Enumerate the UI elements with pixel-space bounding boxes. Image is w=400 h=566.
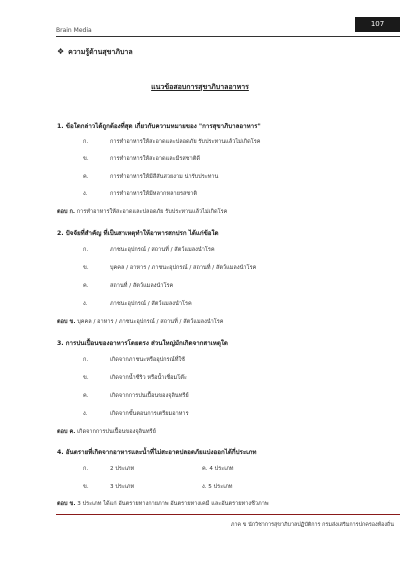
option-letter: ง. xyxy=(83,301,88,307)
option-text: การทำอาหารให้สะอาดและปลอดภัย รับประทานแล้วไม่เกิดโรค xyxy=(110,139,261,145)
answer-label: ตอบ ข. xyxy=(57,319,76,325)
answer-4 xyxy=(57,500,269,508)
answer-label: ตอบ ก. xyxy=(57,209,76,215)
option-text: เกิดจากการปนเปื้อนของจุลินทรีย์ xyxy=(110,393,189,399)
answer-text: บุคคล / อาหาร / ภาชนะอุปกรณ์ / สถานที่ / สัตว์แมลงนำโรค xyxy=(77,319,224,325)
option-letter: ก. xyxy=(83,466,89,472)
option-letter: ข. xyxy=(83,156,89,162)
header-brand: Brain Media xyxy=(56,27,92,34)
question-4: 4. อันตรายที่เกิดจากอาหารและน้ำที่ไม่สะอาดปลอดภัยแบ่งออกได้กี่ประเภท xyxy=(57,449,257,456)
question-2: 2. ปัจจัยที่สำคัญ ที่เป็นสาเหตุทำให้อาหารสกปรก ได้แก่ข้อใด xyxy=(57,230,219,237)
option-text: 5 ประเภท xyxy=(208,484,233,490)
question-1: 1. ข้อใดกล่าวได้ถูกต้องที่สุด เกี่ยวกับความหมายของ "การสุขาภิบาลอาหาร" xyxy=(57,123,261,130)
option-text: การทำอาหารให้มีหลากหลายรสชาติ xyxy=(110,191,197,197)
option-letter: ง. xyxy=(83,411,88,417)
option-text: เกิดจากน้ำซีริว หรือน้ำเชื่อมโต๊ะ xyxy=(110,375,187,381)
option-letter: ค. xyxy=(83,393,89,399)
option-text: สถานที่ / สัตว์แมลงนำโรค xyxy=(110,283,174,289)
option-letter: ค. xyxy=(83,283,89,289)
option-letter: ก. xyxy=(83,139,89,145)
option-4b-text: 3 ประเภท xyxy=(110,484,135,490)
answer-text: การทำอาหารให้สะอาดและปลอดภัย รับประทานแล้วไม่เกิดโรค xyxy=(76,209,228,215)
answer-text: เกิดจากการปนเปื้อนของจุลินทรีย์ xyxy=(77,429,156,435)
option-letter: ง. xyxy=(202,484,207,490)
question-3: 3. การปนเปื้อนของอาหารโดยตรง ส่วนใหญ่มักเกิดจากสาเหตุใด xyxy=(57,340,228,347)
document-title: แนวข้อสอบการสุขาภิบาลอาหาร xyxy=(151,83,249,91)
page-number-badge: 107 xyxy=(355,17,400,32)
option-4c xyxy=(202,465,234,473)
answer-text: 3 ประเภท ได้แก่ อันตรายทางกายภาพ อันตรายทางเคมี และอันตรายทางชีวภาพ xyxy=(77,501,269,507)
option-text: การทำอาหารให้สะอาดและมีรสชาติดี xyxy=(110,156,201,162)
footer-text: ภาค ข นักวิชาการสุขาภิบาลปฏิบัติการ กรมส่งเสริมการปกครองท้องถิ่น xyxy=(230,522,394,528)
option-4d xyxy=(202,483,232,491)
option-letter: ก. xyxy=(83,357,89,363)
option-4a xyxy=(83,465,88,473)
section-heading xyxy=(57,47,133,58)
section-title: ความรู้ด้านสุขาภิบาล xyxy=(68,48,133,56)
footer-divider xyxy=(56,514,400,515)
option-text: การทำอาหารให้มีสีสันสวยงาม น่ารับประทาน xyxy=(110,174,219,180)
option-text: เกิดจากภาชนะหรืออุปกรณ์ที่ใช้ xyxy=(110,357,185,363)
answer-2 xyxy=(57,318,224,326)
answer-label: ตอบ ข. xyxy=(57,501,76,507)
option-text: ภาชนะอุปกรณ์ / สถานที่ / สัตว์แมลงนำโรค xyxy=(110,247,215,253)
option-text: ภาชนะอุปกรณ์ / สัตว์แมลงนำโรค xyxy=(110,301,192,307)
option-text: บุคคล / อาหาร / ภาชนะอุปกรณ์ / สถานที่ / สัตว์แมลงนำโรค xyxy=(110,265,257,271)
option-letter: ข. xyxy=(83,265,89,271)
answer-label: ตอบ ค. xyxy=(57,429,76,435)
option-text: เกิดจากขั้นตอนการเตรียมอาหาร xyxy=(110,411,189,417)
option-letter: ก. xyxy=(83,247,89,253)
option-letter: ข. xyxy=(83,375,89,381)
option-4b xyxy=(83,483,89,491)
option-4a-text: 2 ประเภท xyxy=(110,466,135,472)
option-letter: ค. xyxy=(202,466,208,472)
option-letter: ค. xyxy=(83,174,89,180)
answer-3 xyxy=(57,428,156,436)
option-letter: ข. xyxy=(83,484,89,490)
answer-1 xyxy=(57,208,227,216)
diamond-bullet-icon: ❖ xyxy=(57,47,65,56)
option-text: 4 ประเภท xyxy=(209,466,234,472)
option-letter: ง. xyxy=(83,191,88,197)
header-divider xyxy=(56,36,400,37)
